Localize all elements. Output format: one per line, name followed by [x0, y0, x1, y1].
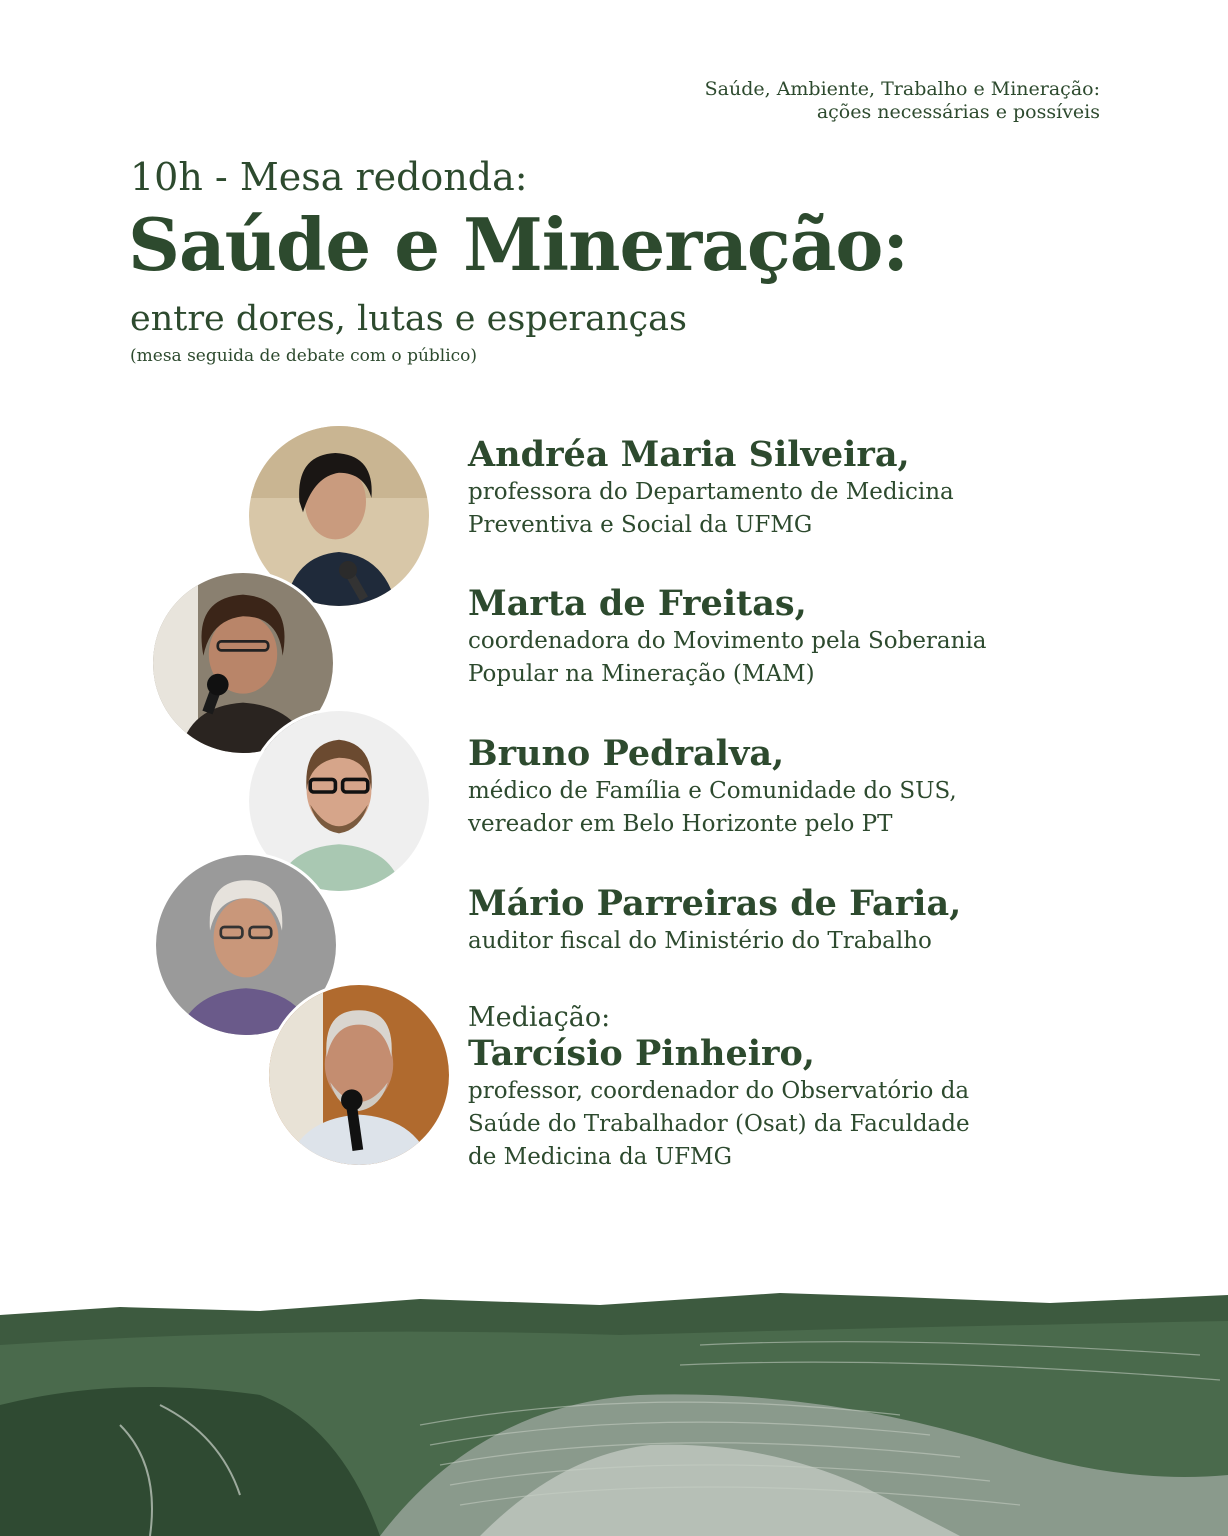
session-title: Saúde e Mineração:	[128, 202, 908, 287]
mediator-name: Tarcísio Pinheiro,	[468, 1033, 815, 1074]
speaker-name: Bruno Pedralva,	[468, 733, 785, 774]
speaker-andrea	[468, 434, 1128, 542]
event-title-line2: ações necessárias e possíveis	[816, 101, 1100, 123]
event-header	[705, 78, 1100, 124]
mine-landscape-image	[0, 1285, 1228, 1536]
mediator-tarcisio	[468, 1003, 1128, 1174]
speaker-role: coordenadora do Movimento pela Soberania	[468, 628, 987, 654]
speaker-name: Marta de Freitas,	[468, 583, 807, 624]
speaker-role: Preventiva e Social da UFMG	[468, 512, 813, 538]
speaker-bruno	[468, 733, 1128, 841]
session-note: (mesa seguida de debate com o público)	[130, 346, 478, 366]
speaker-role: Popular na Mineração (MAM)	[468, 661, 815, 687]
speaker-name: Mário Parreiras de Faria,	[468, 883, 962, 924]
mediator-role: professor, coordenador do Observatório da	[468, 1078, 970, 1104]
speaker-name: Andréa Maria Silveira,	[468, 434, 910, 475]
event-title-line1: Saúde, Ambiente, Trabalho e Mineração:	[704, 78, 1100, 100]
speaker-role: auditor fiscal do Ministério do Trabalho	[468, 928, 932, 954]
speaker-role: vereador em Belo Horizonte pelo PT	[468, 811, 893, 837]
mediator-role: de Medicina da UFMG	[468, 1144, 732, 1170]
mediator-role: Saúde do Trabalhador (Osat) da Faculdade	[468, 1111, 970, 1137]
speaker-marta	[468, 583, 1128, 691]
speaker-role: professora do Departamento de Medicina	[468, 479, 954, 505]
speaker-role: médico de Família e Comunidade do SUS,	[468, 778, 957, 804]
session-time-label: 10h - Mesa redonda:	[130, 155, 528, 199]
speaker-mario	[468, 883, 1128, 958]
mediation-label: Mediação:	[468, 1002, 611, 1033]
session-subtitle: entre dores, lutas e esperanças	[130, 299, 687, 339]
speaker-photo-tarcisio	[266, 982, 452, 1168]
